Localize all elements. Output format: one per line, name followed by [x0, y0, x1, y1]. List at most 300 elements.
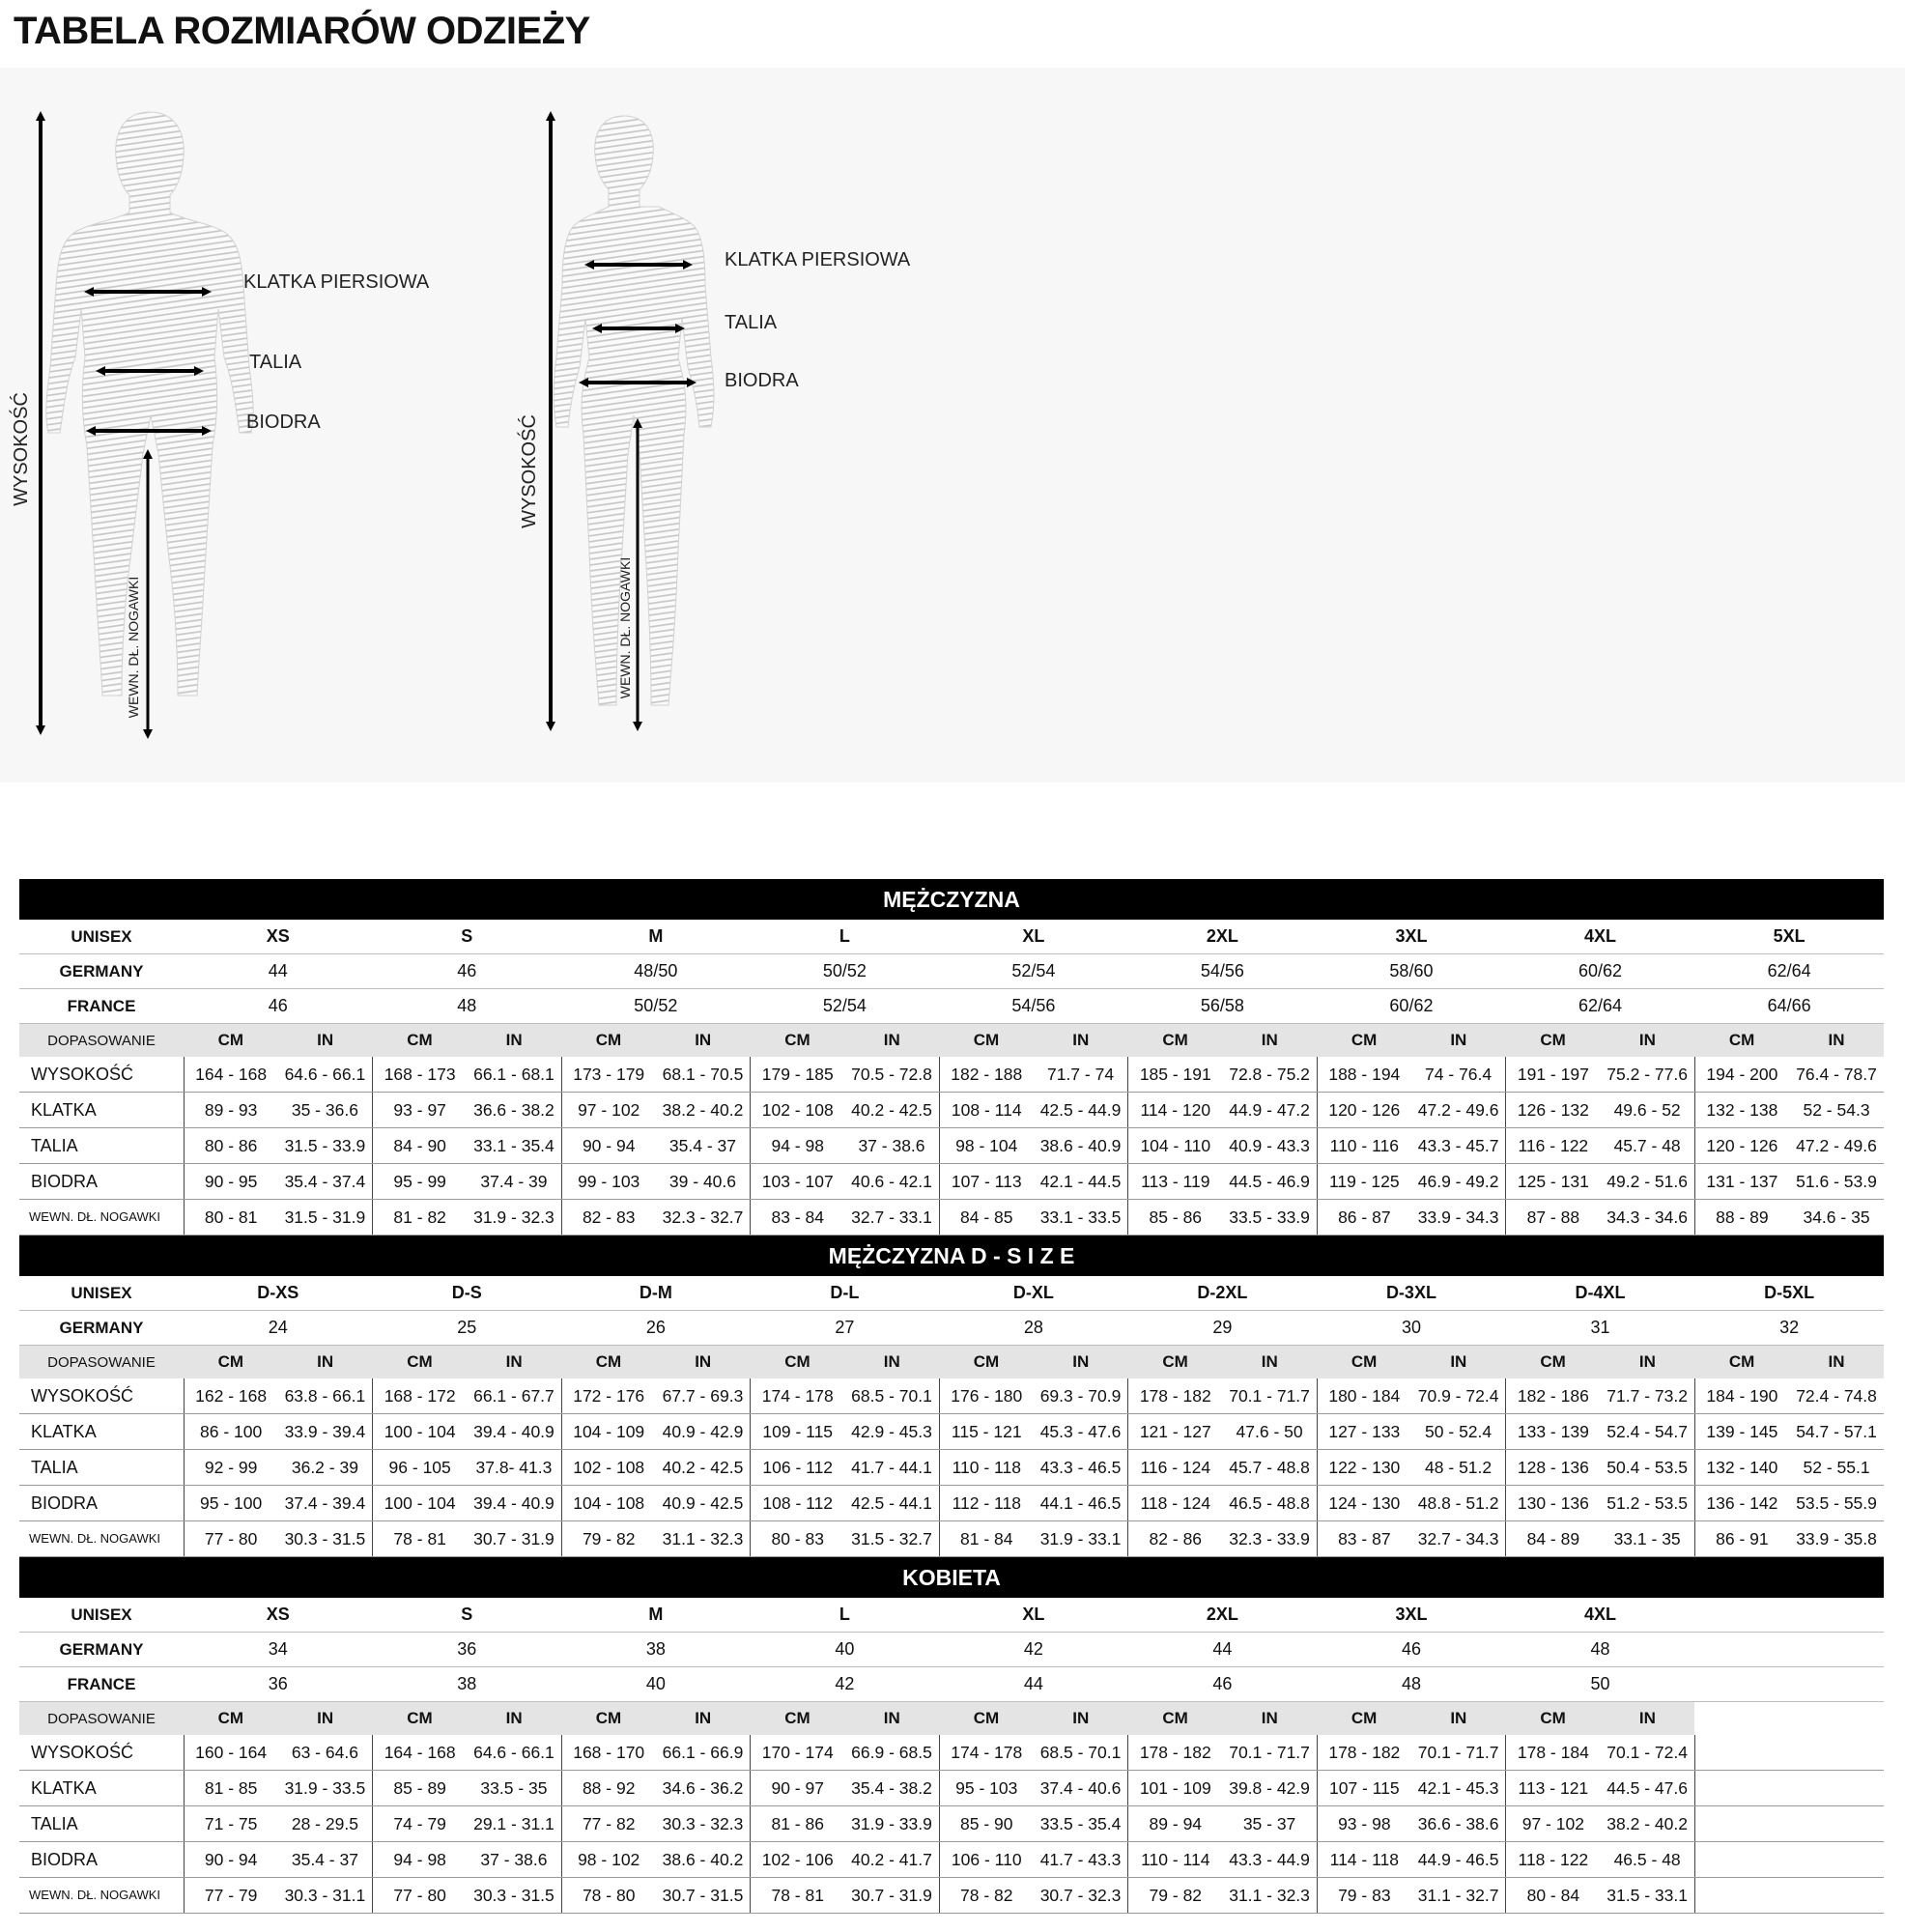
- in-value: 70.9 - 72.4: [1411, 1378, 1506, 1414]
- cm-value: 139 - 145: [1694, 1414, 1789, 1450]
- size-cell: 3XL: [1317, 920, 1506, 954]
- cm-value: 85 - 90: [939, 1806, 1034, 1842]
- cm-value: 97 - 102: [561, 1093, 656, 1128]
- in-value: 71.7 - 74: [1034, 1057, 1128, 1093]
- conversion-cell: 36: [373, 1633, 562, 1667]
- size-cell: [1694, 1598, 1884, 1633]
- cm-value: 180 - 184: [1317, 1378, 1411, 1414]
- size-tables: [19, 879, 1884, 1914]
- cm-value: 84 - 89: [1506, 1521, 1601, 1557]
- unit-in: IN: [1034, 1024, 1128, 1058]
- empty-cell: [1694, 1878, 1884, 1914]
- cm-value: 83 - 84: [751, 1200, 845, 1236]
- size-label-row: [19, 920, 1884, 954]
- section-header-row: [19, 879, 1884, 920]
- cm-value: 125 - 131: [1506, 1164, 1601, 1200]
- cm-value: 115 - 121: [939, 1414, 1034, 1450]
- cm-value: 113 - 121: [1506, 1771, 1601, 1806]
- cm-value: 136 - 142: [1694, 1486, 1789, 1521]
- unit-in: IN: [467, 1024, 561, 1058]
- cm-value: 82 - 83: [561, 1200, 656, 1236]
- size-cell: L: [751, 920, 940, 954]
- in-value: 66.9 - 68.5: [844, 1735, 939, 1771]
- cm-value: 77 - 80: [184, 1521, 278, 1557]
- cm-value: 80 - 84: [1506, 1878, 1601, 1914]
- size-cell: D-2XL: [1128, 1276, 1318, 1311]
- in-value: 40.9 - 43.3: [1222, 1128, 1317, 1164]
- measurement-row: [19, 1378, 1884, 1414]
- in-value: 30.7 - 32.3: [1034, 1878, 1128, 1914]
- unit-in: IN: [1600, 1346, 1694, 1379]
- cm-value: 81 - 82: [373, 1200, 468, 1236]
- in-value: 30.7 - 31.9: [844, 1878, 939, 1914]
- in-value: 33.9 - 35.8: [1789, 1521, 1884, 1557]
- male-figure: [9, 112, 430, 734]
- size-cell: D-4XL: [1506, 1276, 1695, 1311]
- cm-value: 97 - 102: [1506, 1806, 1601, 1842]
- conversion-cell: 50/52: [561, 989, 751, 1024]
- in-value: 41.7 - 43.3: [1034, 1842, 1128, 1878]
- unit-cm: CM: [751, 1346, 845, 1379]
- measurement-label: KLATKA: [19, 1771, 184, 1806]
- in-value: 33.5 - 35: [467, 1771, 561, 1806]
- cm-value: 81 - 84: [939, 1521, 1034, 1557]
- cm-value: 182 - 186: [1506, 1378, 1601, 1414]
- cm-value: 164 - 168: [184, 1057, 278, 1093]
- row-label: GERMANY: [19, 1311, 184, 1346]
- cm-value: 168 - 172: [373, 1378, 468, 1414]
- section-title: KOBIETA: [19, 1557, 1884, 1598]
- unit-in: IN: [844, 1702, 939, 1736]
- fit-unit-row: [19, 1024, 1884, 1058]
- in-value: 31.1 - 32.7: [1411, 1878, 1506, 1914]
- fit-label: DOPASOWANIE: [19, 1024, 184, 1058]
- conversion-cell: 27: [751, 1311, 940, 1346]
- in-value: 38.2 - 40.2: [1600, 1806, 1694, 1842]
- size-cell: D-L: [751, 1276, 940, 1311]
- in-value: 31.5 - 33.1: [1600, 1878, 1694, 1914]
- cm-value: 172 - 176: [561, 1378, 656, 1414]
- cm-value: 102 - 108: [561, 1450, 656, 1486]
- in-value: 37 - 38.6: [467, 1842, 561, 1878]
- size-cell: S: [373, 920, 562, 954]
- size-conversion-row: [19, 1667, 1884, 1702]
- cm-value: 88 - 89: [1694, 1200, 1789, 1236]
- cm-value: 78 - 82: [939, 1878, 1034, 1914]
- measurement-label: TALIA: [19, 1128, 184, 1164]
- in-value: 40.2 - 41.7: [844, 1842, 939, 1878]
- in-value: 68.5 - 70.1: [844, 1378, 939, 1414]
- in-value: 72.8 - 75.2: [1222, 1057, 1317, 1093]
- unit-cm: CM: [939, 1024, 1034, 1058]
- size-cell: XS: [184, 920, 373, 954]
- measurement-label: WEWN. DŁ. NOGAWKI: [19, 1878, 184, 1914]
- in-value: 40.6 - 42.1: [844, 1164, 939, 1200]
- unit-in: IN: [1411, 1024, 1506, 1058]
- unit-cm: CM: [1506, 1702, 1601, 1736]
- cm-value: 128 - 136: [1506, 1450, 1601, 1486]
- cm-value: 87 - 88: [1506, 1200, 1601, 1236]
- in-value: 42.9 - 45.3: [844, 1414, 939, 1450]
- unit-cm: CM: [184, 1346, 278, 1379]
- cm-value: 132 - 140: [1694, 1450, 1789, 1486]
- cm-value: 82 - 86: [1128, 1521, 1223, 1557]
- in-value: 32.3 - 33.9: [1222, 1521, 1317, 1557]
- cm-value: 80 - 86: [184, 1128, 278, 1164]
- cm-value: 93 - 98: [1317, 1806, 1411, 1842]
- unit-cm: CM: [1694, 1024, 1789, 1058]
- in-value: 50.4 - 53.5: [1600, 1450, 1694, 1486]
- in-value: 44.1 - 46.5: [1034, 1486, 1128, 1521]
- row-label: GERMANY: [19, 954, 184, 989]
- conversion-cell: 48: [1317, 1667, 1506, 1702]
- measurement-row: [19, 1842, 1884, 1878]
- conversion-cell: 42: [751, 1667, 940, 1702]
- unit-in: IN: [1789, 1024, 1884, 1058]
- cm-value: 78 - 80: [561, 1878, 656, 1914]
- cm-value: 88 - 92: [561, 1771, 656, 1806]
- in-value: 30.3 - 31.5: [278, 1521, 373, 1557]
- cm-value: 99 - 103: [561, 1164, 656, 1200]
- in-value: 29.1 - 31.1: [467, 1806, 561, 1842]
- unit-cm: CM: [751, 1024, 845, 1058]
- male-inseam-label: WEWN. DŁ. NOGAWKI: [126, 576, 141, 719]
- in-value: 68.1 - 70.5: [656, 1057, 751, 1093]
- cm-value: 100 - 104: [373, 1486, 468, 1521]
- in-value: 45.7 - 48: [1600, 1128, 1694, 1164]
- cm-value: 174 - 178: [751, 1378, 845, 1414]
- size-table-section: [19, 879, 1884, 1236]
- cm-value: 81 - 86: [751, 1806, 845, 1842]
- measurement-row: [19, 1164, 1884, 1200]
- conversion-cell: 38: [561, 1633, 751, 1667]
- conversion-cell: 62/64: [1506, 989, 1695, 1024]
- cm-value: 116 - 122: [1506, 1128, 1601, 1164]
- in-value: 63 - 64.6: [278, 1735, 373, 1771]
- in-value: 31.1 - 32.3: [1222, 1878, 1317, 1914]
- cm-value: 77 - 82: [561, 1806, 656, 1842]
- conversion-cell: 29: [1128, 1311, 1318, 1346]
- unit-in: IN: [278, 1346, 373, 1379]
- in-value: 32.7 - 34.3: [1411, 1521, 1506, 1557]
- cm-value: 164 - 168: [373, 1735, 468, 1771]
- measurement-label: BIODRA: [19, 1486, 184, 1521]
- in-value: 63.8 - 66.1: [278, 1378, 373, 1414]
- in-value: 31.9 - 33.9: [844, 1806, 939, 1842]
- conversion-cell: 40: [561, 1667, 751, 1702]
- size-cell: D-XS: [184, 1276, 373, 1311]
- cm-value: 170 - 174: [751, 1735, 845, 1771]
- section-title: MĘŻCZYZNA D - S I Z E: [19, 1236, 1884, 1276]
- conversion-cell: 44: [184, 954, 373, 989]
- unit-cm: CM: [184, 1024, 278, 1058]
- cm-value: 120 - 126: [1694, 1128, 1789, 1164]
- size-conversion-row: [19, 1633, 1884, 1667]
- cm-value: 96 - 105: [373, 1450, 468, 1486]
- in-value: 64.6 - 66.1: [467, 1735, 561, 1771]
- cm-value: 104 - 110: [1128, 1128, 1223, 1164]
- in-value: 47.6 - 50: [1222, 1414, 1317, 1450]
- in-value: 39.4 - 40.9: [467, 1486, 561, 1521]
- in-value: 71.7 - 73.2: [1600, 1378, 1694, 1414]
- cm-value: 168 - 173: [373, 1057, 468, 1093]
- measurement-label: WEWN. DŁ. NOGAWKI: [19, 1521, 184, 1557]
- female-hips-label: BIODRA: [725, 370, 799, 391]
- cm-value: 178 - 182: [1317, 1735, 1411, 1771]
- cm-value: 168 - 170: [561, 1735, 656, 1771]
- unit-in: IN: [467, 1702, 561, 1736]
- in-value: 38.6 - 40.9: [1034, 1128, 1128, 1164]
- in-value: 68.5 - 70.1: [1034, 1735, 1128, 1771]
- row-label: GERMANY: [19, 1633, 184, 1667]
- measurement-label: WYSOKOŚĆ: [19, 1057, 184, 1093]
- cm-value: 98 - 102: [561, 1842, 656, 1878]
- size-cell: XL: [939, 1598, 1128, 1633]
- in-value: 35 - 37: [1222, 1806, 1317, 1842]
- cm-value: 84 - 90: [373, 1128, 468, 1164]
- cm-value: 124 - 130: [1317, 1486, 1411, 1521]
- conversion-cell: 28: [939, 1311, 1128, 1346]
- in-value: 36.2 - 39: [278, 1450, 373, 1486]
- in-value: 76.4 - 78.7: [1789, 1057, 1884, 1093]
- in-value: 67.7 - 69.3: [656, 1378, 751, 1414]
- unit-in: IN: [844, 1024, 939, 1058]
- unit-in: IN: [1034, 1346, 1128, 1379]
- fit-label: DOPASOWANIE: [19, 1346, 184, 1379]
- cm-value: 108 - 114: [939, 1093, 1034, 1128]
- conversion-cell: 64/66: [1694, 989, 1884, 1024]
- cm-value: 79 - 82: [561, 1521, 656, 1557]
- cm-value: 98 - 104: [939, 1128, 1034, 1164]
- female-inseam-label: WEWN. DŁ. NOGAWKI: [617, 556, 633, 699]
- cm-value: 104 - 109: [561, 1414, 656, 1450]
- in-value: 32.7 - 33.1: [844, 1200, 939, 1236]
- measurement-label: TALIA: [19, 1450, 184, 1486]
- in-value: 43.3 - 44.9: [1222, 1842, 1317, 1878]
- size-cell: XS: [184, 1598, 373, 1633]
- conversion-cell: 24: [184, 1311, 373, 1346]
- cm-value: 78 - 81: [751, 1878, 845, 1914]
- conversion-cell: 44: [1128, 1633, 1318, 1667]
- in-value: 75.2 - 77.6: [1600, 1057, 1694, 1093]
- unit-cm: CM: [1128, 1346, 1223, 1379]
- in-value: 41.7 - 44.1: [844, 1450, 939, 1486]
- in-value: 33.9 - 39.4: [278, 1414, 373, 1450]
- female-figure: [517, 116, 911, 726]
- size-cell: L: [751, 1598, 940, 1633]
- unit-in: IN: [467, 1346, 561, 1379]
- cm-value: 118 - 122: [1506, 1842, 1601, 1878]
- in-value: 31.9 - 33.1: [1034, 1521, 1128, 1557]
- in-value: 66.1 - 68.1: [467, 1057, 561, 1093]
- cm-value: 80 - 83: [751, 1521, 845, 1557]
- unit-in: IN: [1034, 1702, 1128, 1736]
- measurement-row: [19, 1806, 1884, 1842]
- in-value: 31.1 - 32.3: [656, 1521, 751, 1557]
- conversion-cell: 42: [939, 1633, 1128, 1667]
- conversion-cell: 48: [1506, 1633, 1695, 1667]
- in-value: 53.5 - 55.9: [1789, 1486, 1884, 1521]
- row-label: UNISEX: [19, 1598, 184, 1633]
- unit-in: IN: [1222, 1024, 1317, 1058]
- conversion-cell: 44: [939, 1667, 1128, 1702]
- measurement-label: KLATKA: [19, 1414, 184, 1450]
- in-value: 47.2 - 49.6: [1411, 1093, 1506, 1128]
- in-value: 30.7 - 31.5: [656, 1878, 751, 1914]
- conversion-cell: [1694, 1633, 1884, 1667]
- section-header-row: [19, 1557, 1884, 1598]
- conversion-cell: 34: [184, 1633, 373, 1667]
- in-value: 66.1 - 66.9: [656, 1735, 751, 1771]
- cm-value: 93 - 97: [373, 1093, 468, 1128]
- in-value: 42.1 - 44.5: [1034, 1164, 1128, 1200]
- cm-value: 90 - 94: [561, 1128, 656, 1164]
- unit-cm: CM: [939, 1346, 1034, 1379]
- row-label: UNISEX: [19, 920, 184, 954]
- cm-value: 118 - 124: [1128, 1486, 1223, 1521]
- empty-cell: [1694, 1806, 1884, 1842]
- cm-value: 114 - 118: [1317, 1842, 1411, 1878]
- in-value: 30.3 - 31.5: [467, 1878, 561, 1914]
- in-value: 34.3 - 34.6: [1600, 1200, 1694, 1236]
- section-title: MĘŻCZYZNA: [19, 879, 1884, 920]
- cm-value: 113 - 119: [1128, 1164, 1223, 1200]
- in-value: 33.1 - 35: [1600, 1521, 1694, 1557]
- cm-value: 84 - 85: [939, 1200, 1034, 1236]
- in-value: 36.6 - 38.6: [1411, 1806, 1506, 1842]
- unit-cm: CM: [1694, 1346, 1789, 1379]
- in-value: 50 - 52.4: [1411, 1414, 1506, 1450]
- in-value: 39.8 - 42.9: [1222, 1771, 1317, 1806]
- conversion-cell: 46: [184, 989, 373, 1024]
- in-value: 64.6 - 66.1: [278, 1057, 373, 1093]
- male-chest-label: KLATKA PIERSIOWA: [243, 271, 430, 293]
- measurement-row: [19, 1878, 1884, 1914]
- size-table-section: [19, 1236, 1884, 1557]
- measurement-diagram: [0, 68, 1905, 782]
- size-cell: D-M: [561, 1276, 751, 1311]
- in-value: 40.2 - 42.5: [656, 1450, 751, 1486]
- cm-value: 95 - 99: [373, 1164, 468, 1200]
- in-value: 52 - 54.3: [1789, 1093, 1884, 1128]
- unit-in: IN: [1789, 1346, 1884, 1379]
- in-value: 70.1 - 72.4: [1600, 1735, 1694, 1771]
- cm-value: 79 - 83: [1317, 1878, 1411, 1914]
- unit-cm: CM: [184, 1702, 278, 1736]
- conversion-cell: 50: [1506, 1667, 1695, 1702]
- in-value: 54.7 - 57.1: [1789, 1414, 1884, 1450]
- in-value: 44.5 - 47.6: [1600, 1771, 1694, 1806]
- measurement-label: WYSOKOŚĆ: [19, 1735, 184, 1771]
- cm-value: 121 - 127: [1128, 1414, 1223, 1450]
- in-value: 30.3 - 32.3: [656, 1806, 751, 1842]
- in-value: 35 - 36.6: [278, 1093, 373, 1128]
- in-value: 39 - 40.6: [656, 1164, 751, 1200]
- conversion-cell: 52/54: [939, 954, 1128, 989]
- in-value: 66.1 - 67.7: [467, 1378, 561, 1414]
- size-table-section: [19, 1557, 1884, 1914]
- unit-in: IN: [656, 1346, 751, 1379]
- size-cell: 2XL: [1128, 920, 1318, 954]
- conversion-cell: 46: [1128, 1667, 1318, 1702]
- in-value: 42.5 - 44.9: [1034, 1093, 1128, 1128]
- cm-value: 77 - 79: [184, 1878, 278, 1914]
- cm-value: 81 - 85: [184, 1771, 278, 1806]
- cm-value: 178 - 182: [1128, 1735, 1223, 1771]
- cm-value: 174 - 178: [939, 1735, 1034, 1771]
- cm-value: 126 - 132: [1506, 1093, 1601, 1128]
- unit-cm: CM: [373, 1024, 468, 1058]
- cm-value: 184 - 190: [1694, 1378, 1789, 1414]
- cm-value: 188 - 194: [1317, 1057, 1411, 1093]
- conversion-cell: 50/52: [751, 954, 940, 989]
- in-value: 38.2 - 40.2: [656, 1093, 751, 1128]
- conversion-cell: [1694, 1667, 1884, 1702]
- unit-cm: CM: [1506, 1024, 1601, 1058]
- in-value: 45.7 - 48.8: [1222, 1450, 1317, 1486]
- male-waist-label: TALIA: [249, 352, 302, 373]
- conversion-cell: 36: [184, 1667, 373, 1702]
- cm-value: 104 - 108: [561, 1486, 656, 1521]
- conversion-cell: 62/64: [1694, 954, 1884, 989]
- in-value: 70.1 - 71.7: [1222, 1378, 1317, 1414]
- male-hips-label: BIODRA: [246, 412, 321, 433]
- in-value: 38.6 - 40.2: [656, 1842, 751, 1878]
- cm-value: 74 - 79: [373, 1806, 468, 1842]
- unit-in: IN: [278, 1702, 373, 1736]
- empty-cell: [1694, 1771, 1884, 1806]
- measurement-label: BIODRA: [19, 1164, 184, 1200]
- measurement-row: [19, 1093, 1884, 1128]
- female-waist-label: TALIA: [725, 312, 778, 333]
- conversion-cell: 32: [1694, 1311, 1884, 1346]
- conversion-cell: 38: [373, 1667, 562, 1702]
- measurement-row: [19, 1128, 1884, 1164]
- unit-in: IN: [278, 1024, 373, 1058]
- cm-value: 127 - 133: [1317, 1414, 1411, 1450]
- unit-in: IN: [1411, 1346, 1506, 1379]
- in-value: 40.9 - 42.9: [656, 1414, 751, 1450]
- size-conversion-row: [19, 989, 1884, 1024]
- unit-cm: CM: [561, 1702, 656, 1736]
- conversion-cell: 60/62: [1506, 954, 1695, 989]
- size-cell: D-3XL: [1317, 1276, 1506, 1311]
- size-cell: M: [561, 920, 751, 954]
- in-value: 31.9 - 32.3: [467, 1200, 561, 1236]
- size-cell: 4XL: [1506, 920, 1695, 954]
- in-value: 48 - 51.2: [1411, 1450, 1506, 1486]
- row-label: FRANCE: [19, 989, 184, 1024]
- cm-value: 133 - 139: [1506, 1414, 1601, 1450]
- cm-value: 89 - 94: [1128, 1806, 1223, 1842]
- cm-value: 95 - 100: [184, 1486, 278, 1521]
- in-value: 33.1 - 35.4: [467, 1128, 561, 1164]
- unit-cm: CM: [561, 1346, 656, 1379]
- size-cell: XL: [939, 920, 1128, 954]
- cm-value: 106 - 112: [751, 1450, 845, 1486]
- conversion-cell: 26: [561, 1311, 751, 1346]
- in-value: 70.5 - 72.8: [844, 1057, 939, 1093]
- female-chest-label: KLATKA PIERSIOWA: [725, 249, 911, 270]
- cm-value: 160 - 164: [184, 1735, 278, 1771]
- size-label-row: [19, 1276, 1884, 1311]
- conversion-cell: 48/50: [561, 954, 751, 989]
- in-value: 37 - 38.6: [844, 1128, 939, 1164]
- measurement-row: [19, 1521, 1884, 1557]
- in-value: 46.9 - 49.2: [1411, 1164, 1506, 1200]
- size-cell: D-XL: [939, 1276, 1128, 1311]
- in-value: 70.1 - 71.7: [1411, 1735, 1506, 1771]
